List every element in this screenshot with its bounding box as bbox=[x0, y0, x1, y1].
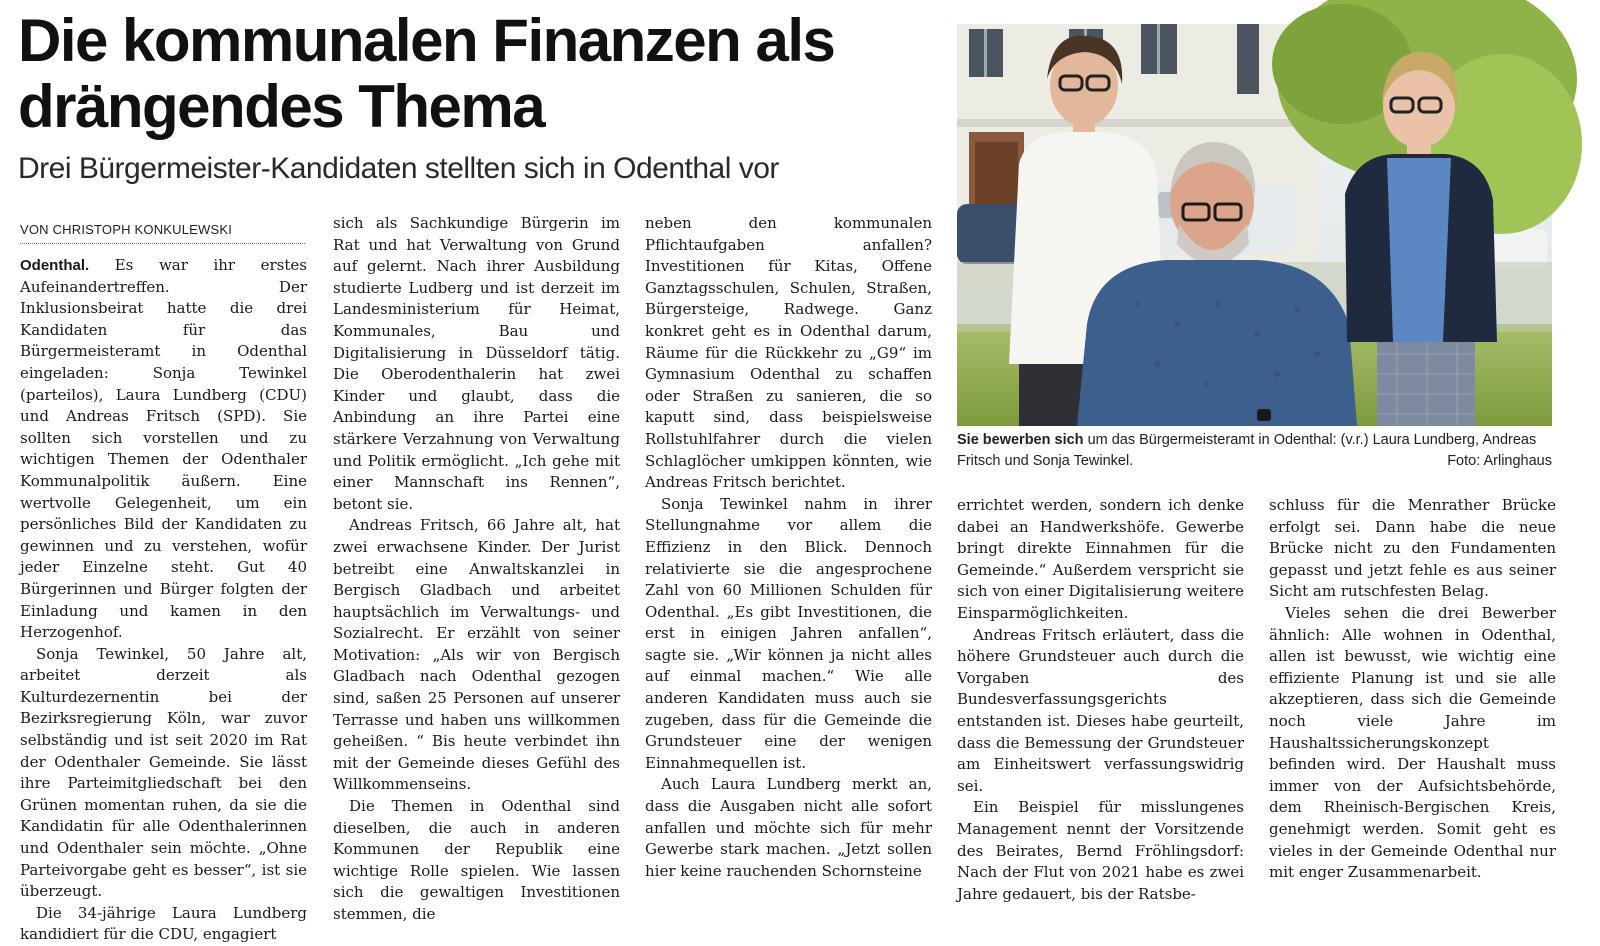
paragraph: neben den kommunalen Pflichtaufgaben anfallen? Investitionen für Kitas, Offene Ganztagsschulen, Schulen, Straßen, Bürgersteige, Radwege. Ganz konkret geht es in Odenthal darum, Räume für die Rückkehr zu „G9“ im Gymnasium Odenthal zu schaffen oder Straßen zu sanieren, die so kaputt sind, dass beispielsweise Rollstuhlfahrer durch die vielen Schlaglöcher umkippen könnten, wie Andreas Fritsch berichtet. bbox=[645, 214, 932, 492]
photo-caption bbox=[957, 430, 1552, 472]
article-column-3 bbox=[645, 213, 932, 885]
caption-lead: Sie bewerben sich bbox=[957, 432, 1084, 448]
paragraph: sich als Sachkundige Bürgerin im Rat und hat Verwaltung von Grund auf gelernt. Nach ihrer Ausbildung studierte Ludberg und ist derzeit im Landesministerium für Heimat, Kommunales, Bau und Digitalisierung in Düsseldorf tätig. Die Oberodenthalerin hat zwei Kinder und glaubt, dass die Anbindung an ihre Partei eine stärkere Verzahnung von Verwaltung und Politik ermöglicht. „Ich gehe mit einer Mannschaft ins Rennen“, betont sie. bbox=[333, 214, 620, 513]
caption-text: um das Bürgermeisteramt in Odenthal: (v.r.) Laura Lundberg, Andreas Fritsch und Sonja Tewinkel. bbox=[957, 432, 1537, 469]
paragraph: errichtet werden, sondern ich denke dabei an Handwerkshöfe. Gewerbe bringt direkte Einnahmen für die Gemeinde.“ Außerdem verspricht sie sich von einer Digitalisierung weitere Einsparmöglichkeiten. bbox=[957, 496, 1244, 622]
paragraph: Die 34-jährige Laura Lundberg kandidiert für die CDU, engagiert bbox=[20, 903, 307, 944]
paragraph: Sonja Tewinkel nahm in ihrer Stellungnahme vor allem die Effizienz in den Blick. Dennoch relativierte sie die angesprochene Zahl von 60 Millionen Schulden für Odenthal. „Es gibt Investitionen, die erst in einigen Jahren anfallen“, sagte sie. „Wir können ja nicht alles auf einmal machen.“ Wie alle anderen Kandidaten muss auch sie zugeben, dass für die Gemeinde die Grundsteuer eine der wenigen Einnahmequellen ist. bbox=[645, 494, 932, 772]
article-column-2 bbox=[333, 213, 620, 923]
photo-credit: Foto: Arlinghaus bbox=[1447, 453, 1552, 469]
candidates-photo bbox=[957, 24, 1552, 426]
photo-illustration bbox=[957, 24, 1552, 426]
paragraph: Auch Laura Lundberg merkt an, dass die Ausgaben nicht alle sofort anfallen und möchte sich für mehr Gewerbe stark machen. „Jetzt sollen hier keine rauchenden Schornsteine bbox=[645, 775, 932, 880]
paragraph: Sonja Tewinkel, 50 Jahre alt, arbeitet derzeit als Kulturdezernentin bei der Bezirksregierung Köln, war zuvor selbständig und ist seit 2020 im Rat der Odenthaler Gemeinde. Sie lässt ihre Parteimitgliedschaft bei den Grünen momentan ruhen, da sie die Kandidatin für alle Odenthalerinnen und Odenthaler sein möchte. „Ohne Parteivorgabe geht es besser“, ist sie überzeugt. bbox=[20, 644, 307, 901]
paragraph: Ein Beispiel für misslungenes Management nennt der Vorsitzende des Beirates, Bernd Fröhlingsdorf: Nach der Flut von 2021 habe es zwei Jahre gedauert, bis der Ratsbe- bbox=[957, 798, 1244, 903]
article-column-1 bbox=[20, 255, 307, 944]
paragraph: Andreas Fritsch erläutert, dass die höhere Grundsteuer auch durch die Vorgaben des Bundesverfassungsgerichts entstanden ist. Dieses habe geurteilt, dass die Bemessung der Grundsteuer am Einheitswert verfassungswidrig sei. bbox=[957, 625, 1244, 795]
byline: VON CHRISTOPH KONKULEWSKI bbox=[20, 222, 305, 244]
subheadline: Drei Bürgermeister-Kandidaten stellten sich in Odenthal vor bbox=[18, 152, 779, 185]
paragraph: Andreas Fritsch, 66 Jahre alt, hat zwei erwachsene Kinder. Der Jurist betreibt eine Anwaltskanzlei in Bergisch Gladbach und arbeitet hauptsächlich im Verwaltungs- und Sozialrecht. Er erzählt von seiner Motivation: „Als wir von Bergisch Gladbach nach Odenthal gezogen sind, saßen 25 Personen auf unserer Terrasse und haben uns willkommen geheißen. “ Bis heute verbindet ihn mit der Gemeinde dieses Gefühl des Willkommenseins. bbox=[333, 516, 620, 794]
headline: Die kommunalen Finanzen als drängendes Thema bbox=[18, 7, 835, 140]
paragraph: Vieles sehen die drei Bewerber ähnlich: Alle wohnen in Odenthal, allen ist bewusst, wie wichtig eine effiziente Planung ist und sie alle akzeptieren, dass sich die Gemeinde noch viele Jahre im Haushaltssicherungskonzept befinden wird. Der Haushalt muss immer von der Aufsichtsbehörde, dem Rheinisch-Bergischen Kreis, genehmigt werden. Somit geht es vieles in der Gemeinde Odenthal nur mit enger Zusammenarbeit. bbox=[1269, 603, 1556, 882]
paragraph bbox=[20, 255, 307, 644]
paragraph: schluss für die Menrather Brücke erfolgt sei. Dann habe die neue Brücke nicht zu den Fundamenten gepasst und jetzt fehle es aus seiner Sicht am rutschfesten Belag. bbox=[1269, 496, 1556, 601]
paragraph-text: Es war ihr erstes Aufeinandertreffen. Der Inklusionsbeirat hatte die drei Kandidaten für das Bürgermeisteramt in Odenthal eingeladen: Sonja Tewinkel (parteilos), Laura Lundberg (CDU) und Andreas Fritsch (SPD). Sie sollten sich vorstellen und zu wichtigen Themen der Odenthaler Kommunalpolitik äußern. Eine wertvolle Gelegenheit, um ein persönliches Bild der Kandidaten zu gewinnen und zu verstehen, wofür jeder Einzelne steht. Gut 40 Bürgerinnen und Bürger folgten der Einladung und kamen in den Herzogenhof. bbox=[20, 256, 307, 642]
paragraph: Die Themen in Odenthal sind dieselben, die auch in anderen Kommunen der Republik eine wichtige Rolle spielen. Wie lassen sich die gewaltigen Investitionen stemmen, die bbox=[333, 797, 620, 923]
article-column-4 bbox=[957, 495, 1244, 903]
article-column-5 bbox=[1269, 495, 1556, 885]
dateline: Odenthal. bbox=[20, 257, 90, 274]
